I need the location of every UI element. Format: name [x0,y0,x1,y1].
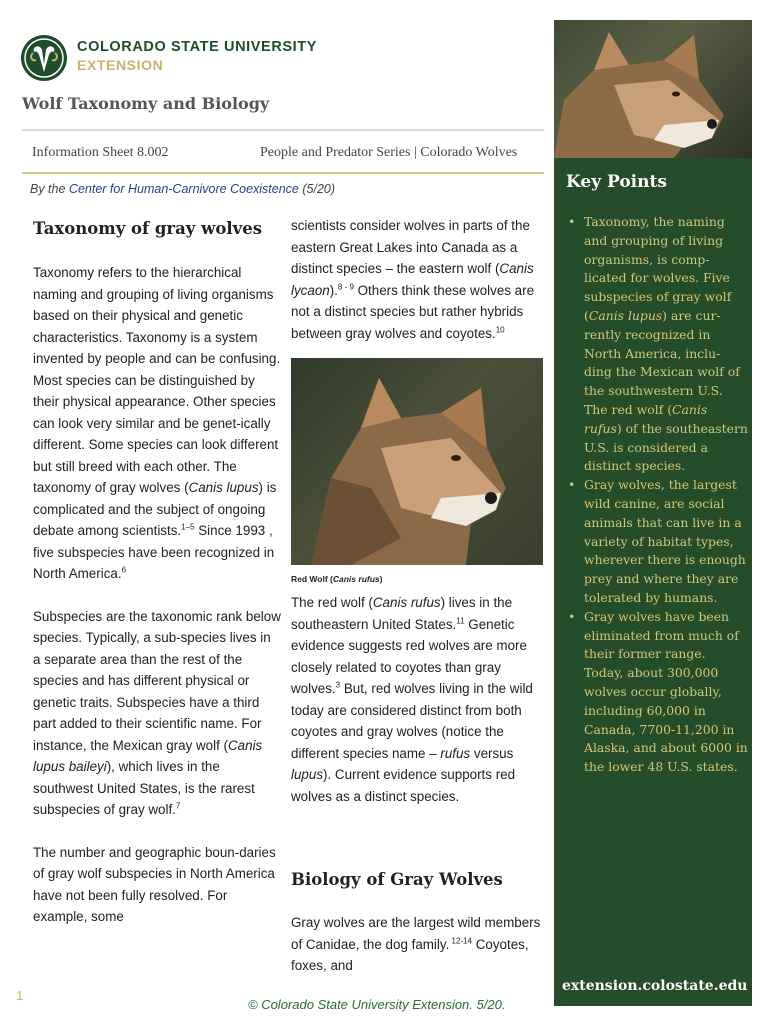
column-middle-lower [291,592,541,807]
column-middle [291,215,541,344]
org-name: COLORADO STATE UNIVERSITY [77,39,318,55]
copyright-footer: © Colorado State University Extension. 5/20. [248,997,506,1012]
header-divider [22,129,544,131]
paragraph-red-wolf: The red wolf (Canis rufus) lives in the southeastern United States.$^{11}$ Genetic evidence suggests red wolves are more closely related to coyotes than gray wolves.$^3$ But, red wolves living in the wild today are considered distinct from both coyotes and gray wolves (notice the different species name – rufus versus lupus). Current evidence supports red wolves as a distinct species. [291,595,533,804]
key-point-social: • Gray wolves, the largest wild canine, are social animals that can live in a variety of habitat types, wherever there is enough prey and where they are tolerated by humans. [566,476,748,608]
series-name: People and Predator Series | Colorado Wolves [260,145,518,160]
paragraph-biology: Gray wolves are the largest wild members of Canidae, the dog family. $^{12-14}$ Coyotes, foxes, and [291,915,541,973]
biology-heading: Biology of Gray Wolves [291,870,503,889]
paragraph-eastern-wolf: scientists consider wolves in parts of the eastern Great Lakes into Canada as a distinct species – the eastern wolf (Canis lycaon).$^{8 - 9}$ Others think these wolves are not a distinct species but rather hybrids between gray wolves and coyotes.$^{10}$ [291,218,535,341]
key-point-range: • Gray wolves have been eliminated from much of their former range. Today, about 300,000 wolves occur globally, including 60,000 in Canada, 7700-11,200 in Alaska, and about 6000 in the lower 48 U.S. states. [566,608,748,777]
csu-ram-logo [20,34,68,82]
wolf-portrait-photo [554,20,752,158]
paragraph-boundaries: The number and geographic boun-daries of gray wolf subspecies in North America have not been fully resolved. For example, some [33,844,276,924]
byline [30,182,335,196]
center-link[interactable]: Center for Human-Carnivore Coexistence [68,182,299,196]
key-points-title: Key Points [566,172,667,192]
byline-date: (5/20) [302,182,336,196]
taxonomy-heading: Taxonomy of gray wolves [33,219,262,238]
extension-website-link[interactable]: extension.colostate.edu [562,978,748,994]
page-number: 1 [16,988,24,1003]
key-points-list [566,213,748,777]
paragraph-taxonomy: Taxonomy refers to the hierarchical naming and grouping of living organisms based on their physical and genetic characteristics. Taxonomy is a system invented by people and can be confusing. Most species can be distinguished by their physical appearance. Other species can look very similar and be genet-ically different. Some species can look different but still breed with each other. The taxonomy of gray wolves (Canis lupus) is complicated and the subject of ongoing debate among scientists.$^{1-5}$ Since 1993 , five subspecies have been recognized in North America.$^6$ [33,265,281,581]
column-left [33,262,281,928]
sheet-id: Information Sheet 8.002 [32,145,169,160]
paragraph-subspecies: Subspecies are the taxonomic rank below species. Typically, a sub-species lives in a separate area than the rest of the species and has different physical or genetic traits. Subspecies have a third part added to their scientific name. For instance, the Mexican gray wolf (Canis lupus baileyi), which lives in the southwest United States, is the rarest subspecies of gray wolf.$^7$ [33,608,281,817]
byline-prefix: By the [30,182,66,196]
gold-divider [22,172,544,174]
photo-caption: Red Wolf (Canis rufus) [291,574,383,584]
document-title: Wolf Taxonomy and Biology [22,94,270,113]
red-wolf-photo [291,358,543,565]
key-point-taxonomy: • Taxonomy, the naming and grouping of living organisms, is comp-licated for wolves. Five subspecies of gray wolf (Canis lupus) are cur-rently recognized in North America, inclu-ding the Mexican wolf of the southwestern U.S. The red wolf (Canis rufus) of the southeastern U.S. is considered a distinct species. [566,213,748,476]
org-subtitle: EXTENSION [77,57,164,73]
